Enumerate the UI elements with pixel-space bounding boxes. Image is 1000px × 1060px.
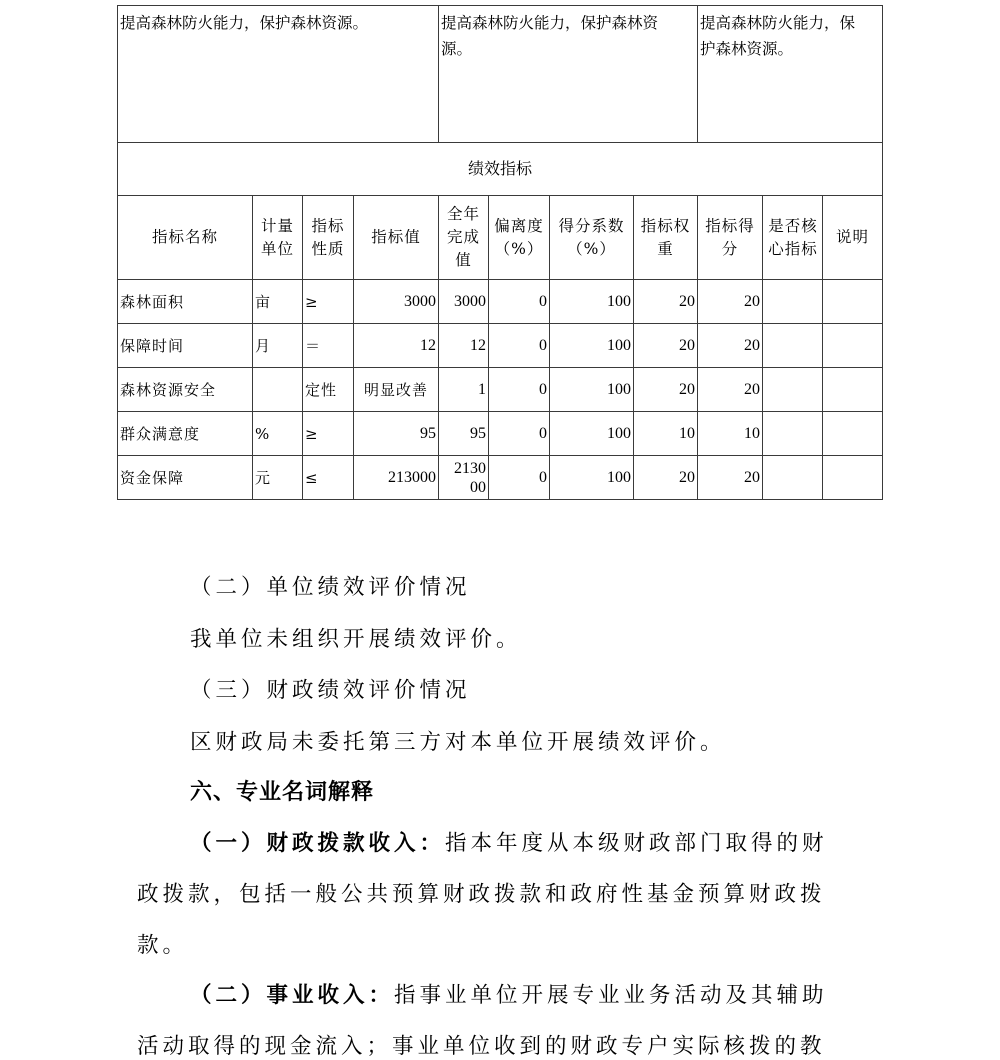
cell-unit: 亩 <box>253 280 303 324</box>
cell-deviation: 0 <box>489 412 550 456</box>
table-row <box>118 280 883 324</box>
cell-core <box>763 412 823 456</box>
definition-1-term: （一）财政拨款收入： <box>190 831 446 856</box>
header-text: 得分系数（%） <box>558 216 625 258</box>
cell-score: 20 <box>698 456 763 500</box>
cell-nature: ≤ <box>303 456 354 500</box>
cell-target: 12 <box>354 324 439 368</box>
definition-2-term: （二）事业收入： <box>190 983 395 1008</box>
cell-coef: 100 <box>550 412 634 456</box>
goal-cell-2 <box>439 6 698 143</box>
cell-actual: 1 <box>439 368 489 412</box>
section-3-title: （三）财政绩效评价情况 <box>190 678 471 703</box>
cell-unit: 元 <box>253 456 303 500</box>
header-cell <box>763 196 823 280</box>
cell-note <box>823 412 883 456</box>
header-cell: 指标值 <box>354 196 439 280</box>
table-row <box>118 368 883 412</box>
table-row <box>118 324 883 368</box>
goal-text-2: 提高森林防火能力，保护森林资源。 <box>441 14 659 58</box>
header-text: 指标性质 <box>311 216 345 258</box>
cell-unit <box>253 368 303 412</box>
definition-1-line-2: 政拨款，包括一般公共预算财政拨款和政府性基金预算财政拨 <box>137 882 826 907</box>
cell-actual: 95 <box>439 412 489 456</box>
header-cell <box>439 196 489 280</box>
cell-actual-text: 213000 <box>454 459 487 496</box>
cell-name: 资金保障 <box>118 456 253 500</box>
cell-score: 20 <box>698 368 763 412</box>
goal-cell-1: 提高森林防火能力，保护森林资源。 <box>118 6 439 143</box>
cell-unit: 月 <box>253 324 303 368</box>
cell-note <box>823 280 883 324</box>
cell-name: 保障时间 <box>118 324 253 368</box>
cell-note <box>823 456 883 500</box>
cell-weight: 20 <box>634 456 698 500</box>
cell-coef: 100 <box>550 368 634 412</box>
cell-coef: 100 <box>550 456 634 500</box>
cell-note <box>823 368 883 412</box>
header-text: 计量单位 <box>260 216 294 258</box>
definition-2-line-1 <box>190 978 828 1009</box>
section-3-text: 区财政局未委托第三方对本单位开展绩效评价。 <box>190 730 726 755</box>
cell-actual: 3000 <box>439 280 489 324</box>
definition-2-line-2: 活动取得的现金流入；事业单位收到的财政专户实际核拨的教 <box>137 1034 826 1059</box>
goal-row <box>118 6 883 143</box>
cell-name: 群众满意度 <box>118 412 253 456</box>
cell-weight: 20 <box>634 280 698 324</box>
header-cell: 说明 <box>823 196 883 280</box>
goal-cell-3 <box>698 6 883 143</box>
section-2-title: （二）单位绩效评价情况 <box>190 575 471 600</box>
header-cell: 指标名称 <box>118 196 253 280</box>
cell-name: 森林资源安全 <box>118 368 253 412</box>
cell-target: 明显改善 <box>354 368 439 412</box>
definition-2-text: 指事业单位开展专业业务活动及其辅助 <box>394 983 828 1008</box>
cell-note <box>823 324 883 368</box>
section-2-text: 我单位未组织开展绩效评价。 <box>190 627 522 652</box>
cell-nature: 定性 <box>303 368 354 412</box>
table-title-row <box>118 143 883 196</box>
header-text: 指标得分 <box>705 216 755 258</box>
cell-actual: 12 <box>439 324 489 368</box>
cell-deviation: 0 <box>489 456 550 500</box>
header-row <box>118 196 883 280</box>
goal-text-3: 提高森林防火能力，保护森林资源。 <box>700 14 856 58</box>
header-text: 指标权重 <box>640 216 691 258</box>
cell-deviation: 0 <box>489 280 550 324</box>
header-cell <box>550 196 634 280</box>
header-text: 是否核心指标 <box>768 216 818 258</box>
cell-core <box>763 368 823 412</box>
cell-weight: 20 <box>634 324 698 368</box>
cell-nature: ≥ <box>303 412 354 456</box>
cell-core <box>763 324 823 368</box>
cell-deviation: 0 <box>489 368 550 412</box>
cell-unit: % <box>253 412 303 456</box>
header-cell <box>634 196 698 280</box>
header-cell <box>253 196 303 280</box>
table-row <box>118 456 883 500</box>
cell-actual <box>439 456 489 500</box>
section-6-heading: 六、专业名词解释 <box>190 780 375 805</box>
header-text: 偏离度（%） <box>494 216 544 258</box>
header-cell <box>489 196 550 280</box>
cell-score: 10 <box>698 412 763 456</box>
definition-1-text: 指本年度从本级财政部门取得的财 <box>445 831 828 856</box>
cell-core <box>763 456 823 500</box>
cell-target: 95 <box>354 412 439 456</box>
performance-table <box>117 5 883 500</box>
cell-weight: 20 <box>634 368 698 412</box>
cell-score: 20 <box>698 280 763 324</box>
cell-nature: ＝ <box>303 324 354 368</box>
cell-target: 3000 <box>354 280 439 324</box>
cell-core <box>763 280 823 324</box>
cell-weight: 10 <box>634 412 698 456</box>
cell-coef: 100 <box>550 324 634 368</box>
cell-target: 213000 <box>354 456 439 500</box>
definition-1-line-3: 款。 <box>137 933 189 958</box>
cell-deviation: 0 <box>489 324 550 368</box>
cell-name: 森林面积 <box>118 280 253 324</box>
table-title: 绩效指标 <box>118 143 883 196</box>
cell-score: 20 <box>698 324 763 368</box>
definition-1-line-1 <box>190 826 828 857</box>
header-cell <box>698 196 763 280</box>
header-text: 全年完成值 <box>447 205 481 269</box>
cell-nature: ≥ <box>303 280 354 324</box>
header-cell <box>303 196 354 280</box>
cell-coef: 100 <box>550 280 634 324</box>
table-row <box>118 412 883 456</box>
